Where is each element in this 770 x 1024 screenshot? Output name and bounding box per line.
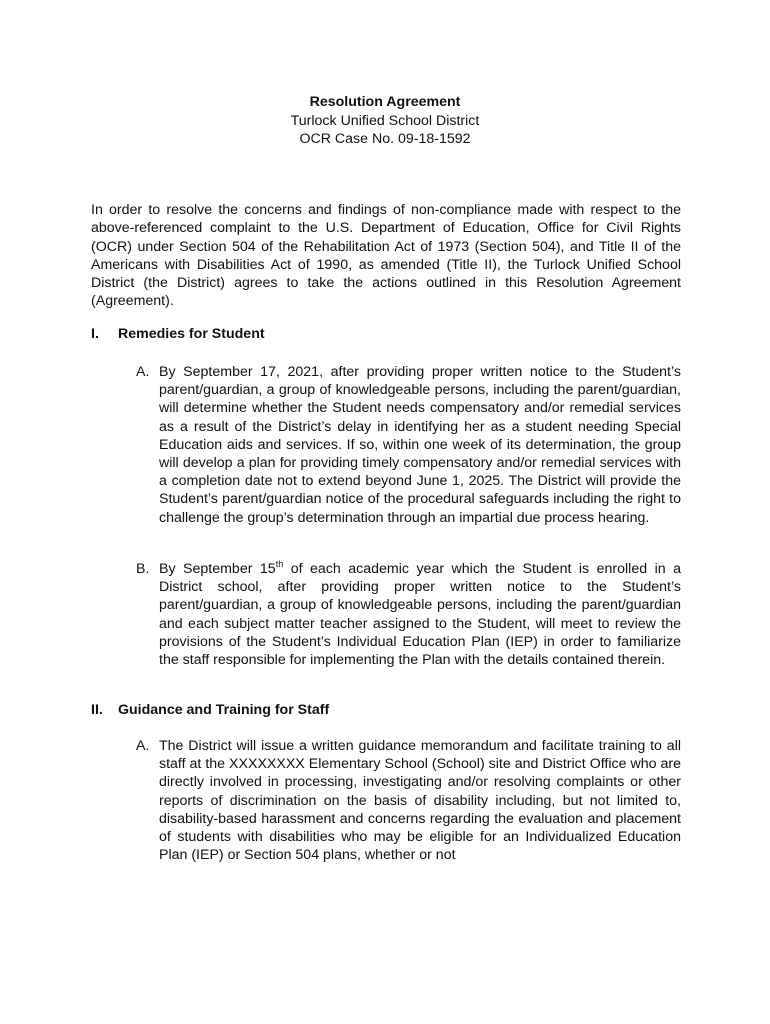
case-number: OCR Case No. 09-18-1592 [299, 131, 471, 147]
document-title: Resolution Agreement [309, 94, 461, 110]
list-item [136, 737, 681, 864]
item-text: By September 17, 2021, after providing proper written notice to the Student’s parent/guardian, a group of knowledgeable persons, including the parent/guardian, will determine whether the Student needs compensatory and/or remedial services as a result of the District’s delay in identifying her as a student needing Special Education aids and services. If so, within one week of its determination, the group will develop a plan for providing timely compensatory and/or remedial services with a completion date not to extend beyond June 1, 2025. The District will provide the Student’s parent/guardian notice of the procedural safeguards including the right to challenge the group’s determination through an impartial due process hearing. [159, 364, 681, 526]
item-letter: A. [136, 364, 150, 380]
item-text-start: By September 15 [159, 561, 276, 577]
item-letter: B. [136, 561, 150, 577]
intro-paragraph: In order to resolve the concerns and findings of non-compliance made with respect to the above-referenced complaint to the U.S. Department of Education, Office for Civil Rights (OCR) under Section 504 of the Rehabilitation Act of 1973 (Section 504), and Title II of the Americans with Disabilities Act of 1990, as amended (Title II), the Turlock Unified School District (the District) agrees to take the actions outlined in this Resolution Agreement (Agreement). [91, 202, 681, 310]
section-number: I. [91, 326, 99, 342]
section-number: II. [91, 702, 103, 718]
district-name: Turlock Unified School District [290, 112, 480, 129]
item-text-rest: of each academic year which the Student is enrolled in a District school, after providing proper written notice to the Student’s parent/guardian, a group of knowledgeable persons, including the parent/guardian and each subject matter teacher assigned to the Student, will meet to review the provisions of the Student’s Individual Education Plan (IEP) in order to familiarize the staff responsible for implementing the Plan with the details contained therein. [159, 561, 681, 669]
item-letter: A. [136, 738, 150, 754]
ordinal-superscript: th [275, 559, 284, 569]
section-title: Remedies for Student [117, 326, 265, 342]
document-header [0, 93, 770, 149]
item-text: The District will issue a written guidance memorandum and facilitate training to all staff at the XXXXXXXX Elementary School (School) site and District Office who are directly involved in processing, investigating and/or resolving complaints or other reports of discrimination on the basis of disability including, but not limited to, disability-based harassment and concerns regarding the evaluation and placement of students with disabilities who may be eligible for an Individualized Education Plan (IEP) or Section 504 plans, whether or not [159, 738, 681, 864]
list-item [136, 363, 681, 527]
section-title: Guidance and Training for Staff [117, 702, 330, 718]
item-text [159, 560, 681, 669]
section-heading-remedies [91, 325, 265, 343]
section-heading-guidance [91, 701, 329, 719]
list-item [136, 560, 681, 669]
